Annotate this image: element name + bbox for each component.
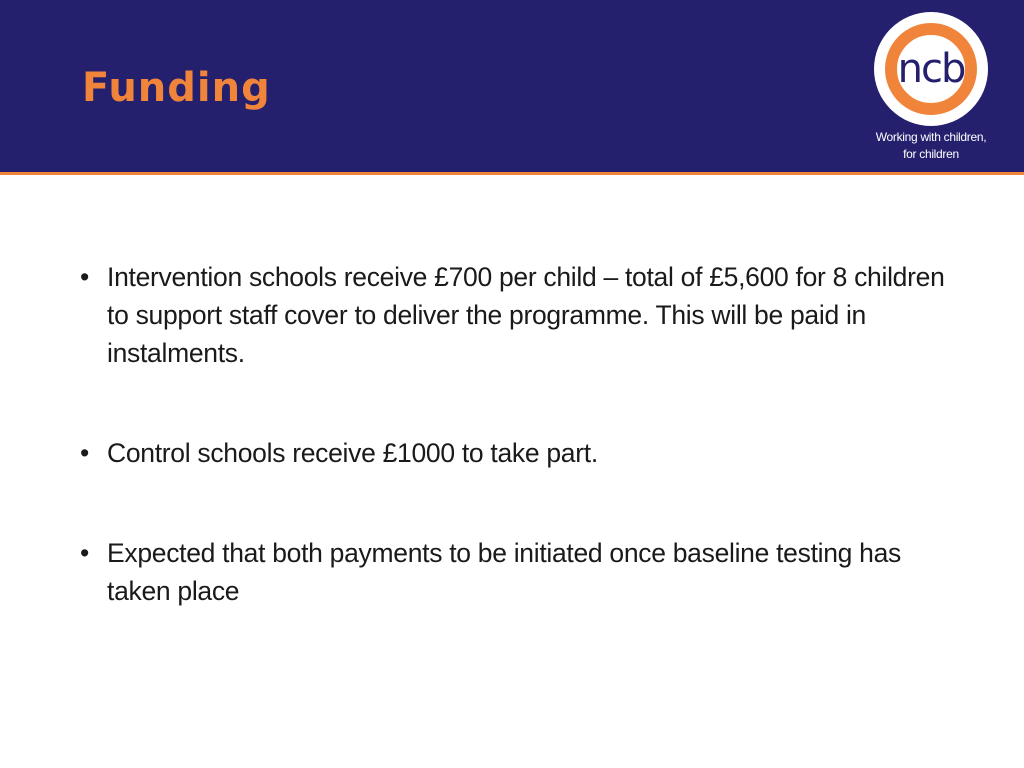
logo-tagline [872,129,990,163]
header-divider [0,172,1024,175]
logo-tagline-line2: for children [903,147,959,161]
logo-tagline-line1: Working with children, [875,130,987,144]
bullet-item: • Intervention schools receive £700 per child – total of £5,600 for 8 children to support staff cover to deliver the programme. This will be paid in instalments. [80,258,960,372]
bullet-list [80,258,960,610]
bullet-item: • Expected that both payments to be initiated once baseline testing has taken place [80,534,960,610]
ncb-logo [872,10,990,170]
bullet-item: • Control schools receive £1000 to take part. [80,434,960,472]
logo-wordmark: ncb [897,46,965,92]
ncb-logo-mark [872,10,990,130]
slide-title: Funding [82,65,271,111]
